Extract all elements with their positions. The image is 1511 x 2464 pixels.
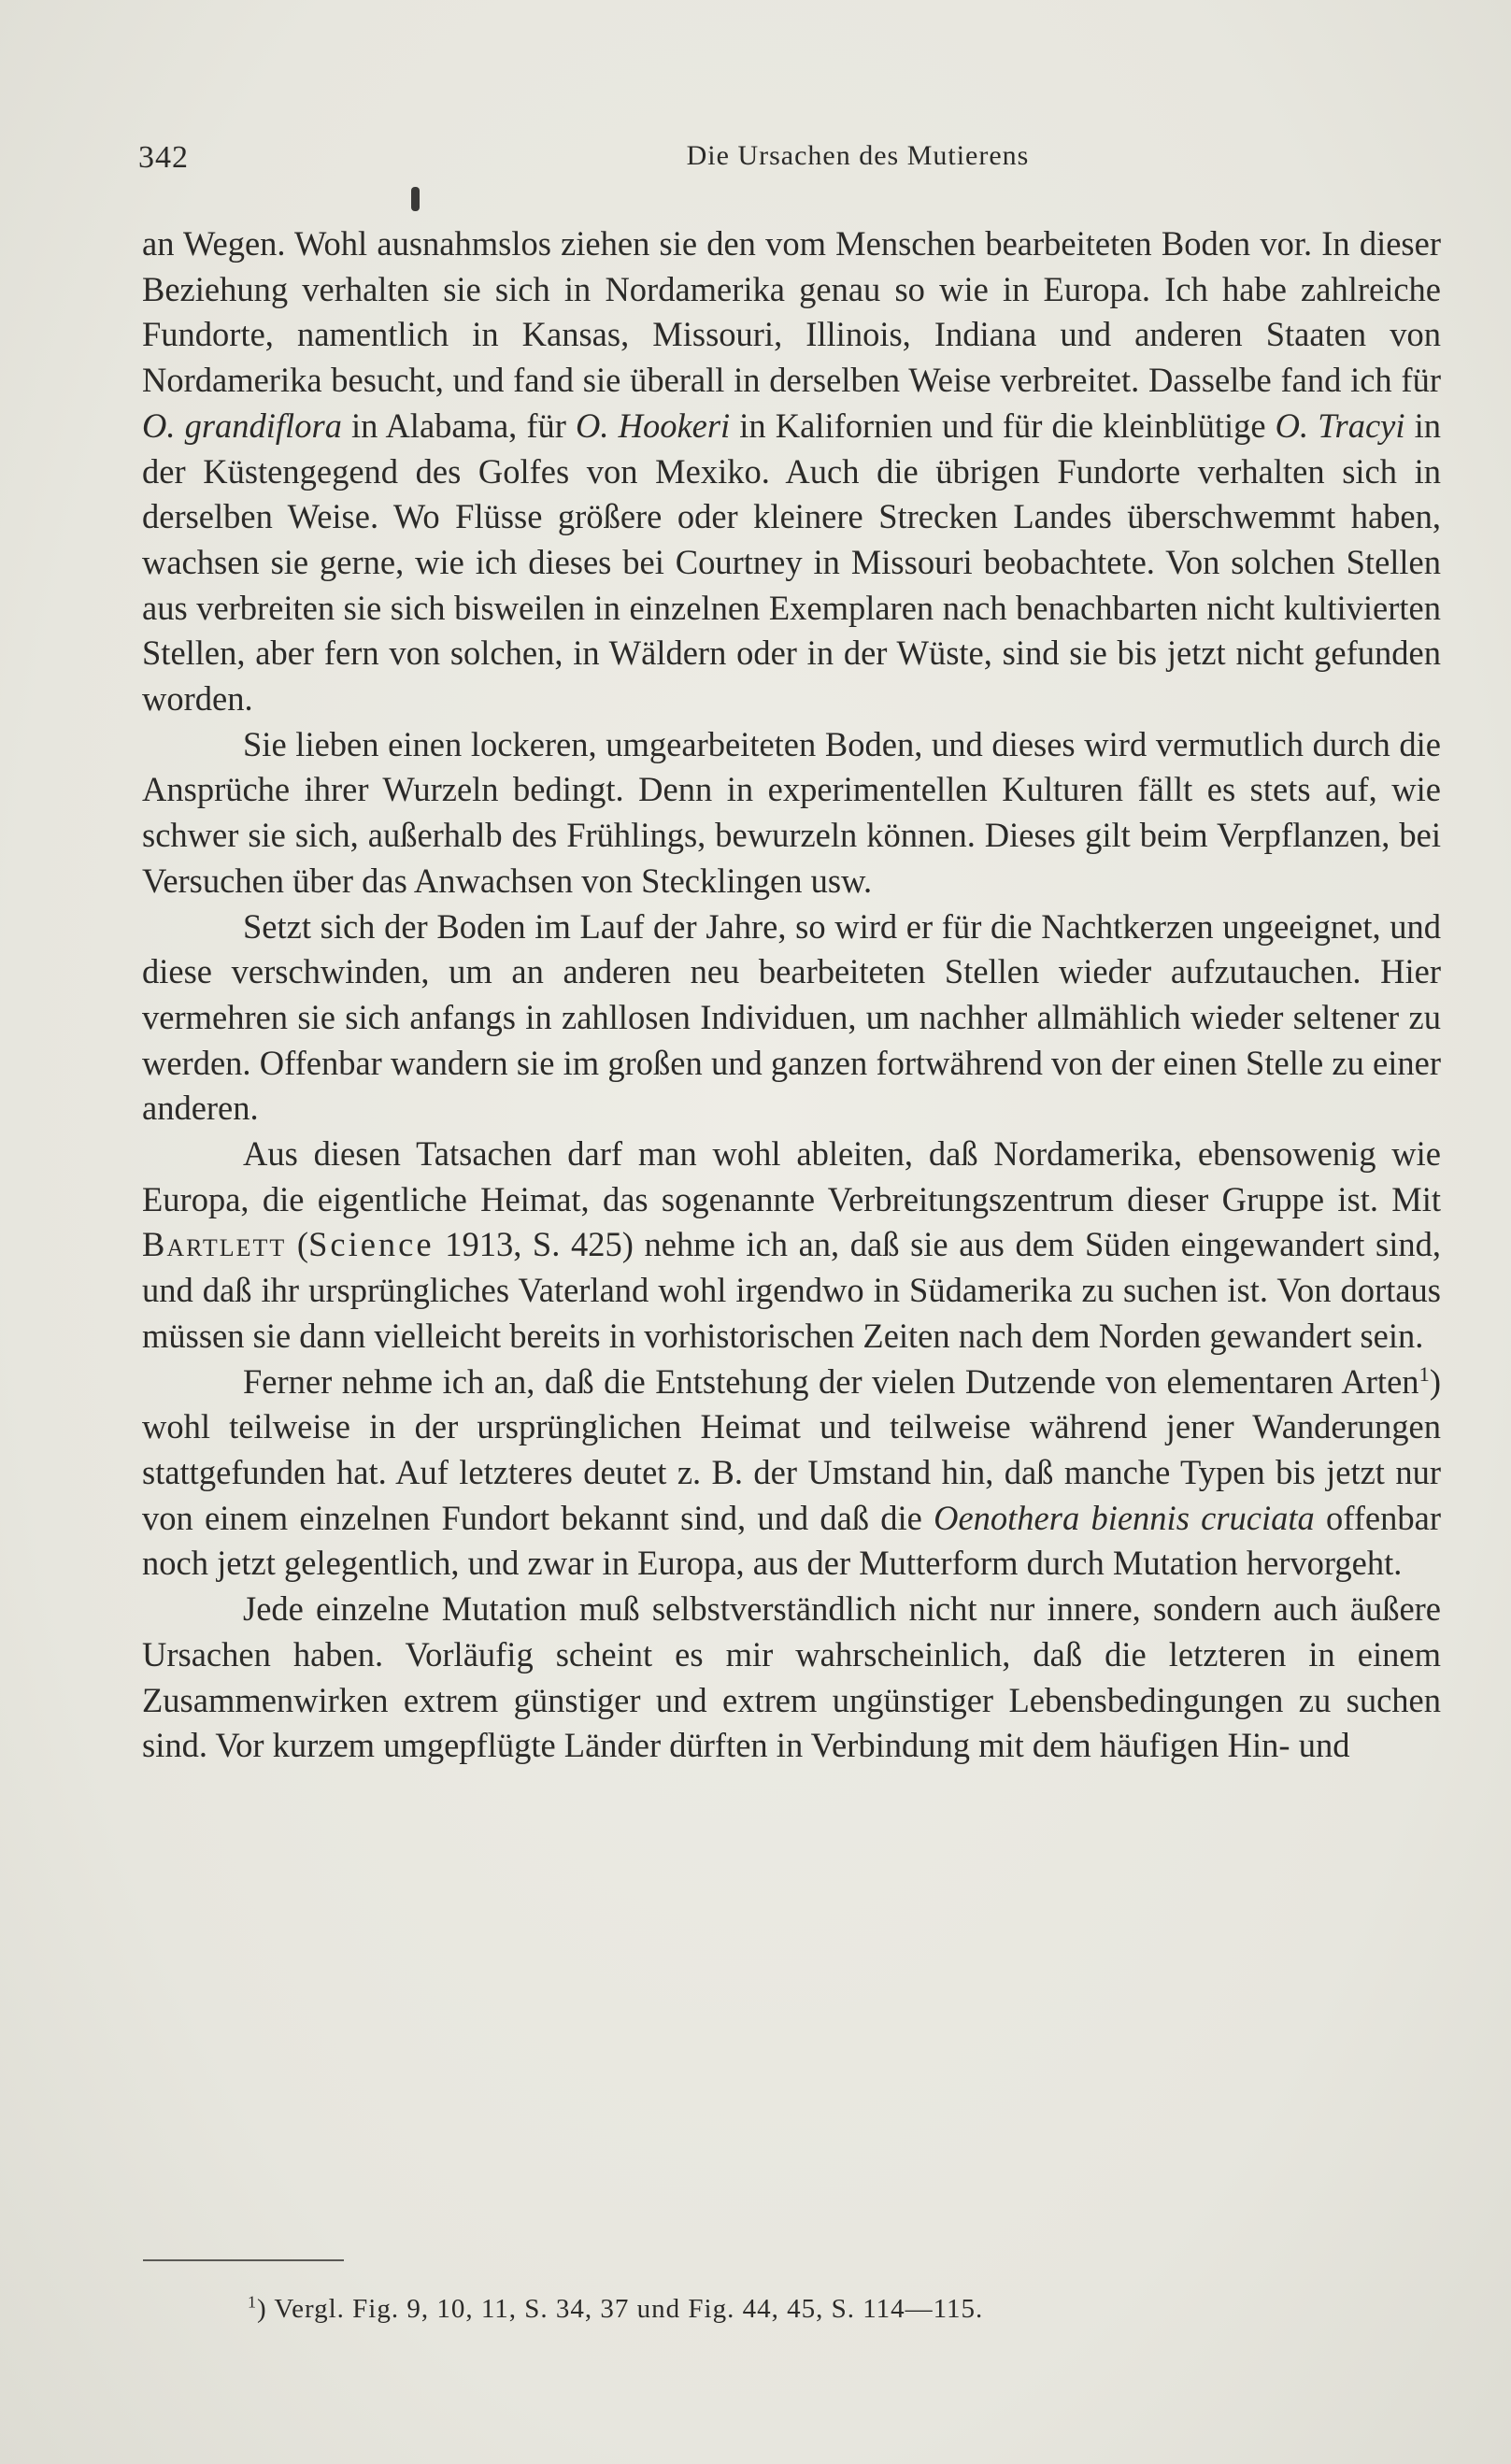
paragraph-3: Setzt sich der Boden im Lauf der Jahre, so wird er für die Nachtkerzen ungeeignet, und diese verschwinden, um an anderen neu bearbeiteten Stellen wieder aufzutauchen. Hier vermehren sie sich anfangs in zahllosen Individuen, um nachher allmählich wieder seltener zu werden. Offenbar wandern sie im großen und ganzen fortwährend von der einen Stelle zu einer anderen. (142, 906, 1441, 1128)
journal-name: Science (308, 1225, 435, 1264)
text-run: 1913, S. 425) nehme ich an, daß sie aus dem Süden eingewandert sind, und daß ihr ursprüngliches Vaterland wohl irgendwo in Südamerika zu suchen ist. Von dortaus müssen sie dann vielleicht bereits in vorhistorischen Zeiten nach dem Norden gewandert sein. (142, 1225, 1441, 1355)
footnote (248, 2294, 1369, 2325)
paragraph-6: Jede einzelne Mutation muß selbstverständlich nicht nur innere, sondern auch äußere Ursachen haben. Vorläufig scheint es mir wahrscheinlich, daß die letzteren in einem Zusammenwirken extrem günstiger und extrem ungünstiger Lebensbedingungen zu suchen sind. Vor kurzem umgepflügte Länder dürften in Verbindung mit dem häufigen Hin- und (142, 1589, 1441, 1765)
running-head: Die Ursachen des Mutierens (686, 140, 1030, 171)
species-name: O. Tracyi (1275, 406, 1405, 445)
paragraph-2: Sie lieben einen lockeren, umgearbeiteten Boden, und dieses wird vermutlich durch die Ansprüche ihrer Wurzeln bedingt. Denn in experimentellen Kulturen fällt es stets auf, wie schwer sie sich, außerhalb des Frühlings, bewurzeln können. Dieses gilt beim Verpflanzen, bei Versuchen über das Anwachsen von Stecklingen usw. (142, 724, 1441, 900)
paragraph-4 (142, 1132, 1441, 1360)
text-run: in der Küstengegend des Golfes von Mexiko. Auch die übrigen Fundorte verhalten sich in derselben Weise. Wo Flüsse größere oder kleinere Strecken Landes überschwemmt haben, wachsen sie gerne, wie ich dieses bei Courtney in Missouri beobachtete. Von solchen Stellen aus verbreiten sie sich bisweilen in einzelnen Exemplaren nach benachbarten nicht kultivierten Stellen, aber fern von solchen, in Wäldern oder in der Wüste, sind sie bis jetzt nicht gefunden worden. (142, 406, 1441, 719)
species-name: O. Hookeri (576, 406, 731, 445)
paragraph-5 (142, 1360, 1441, 1588)
author-name: Bartlett (142, 1225, 287, 1264)
text-run: Aus diesen Tatsachen darf man wohl ableiten, daß Nordamerika, ebensowenig wie Europa, die eigentliche Heimat, das sogenannte Verbreitungszentrum dieser Gruppe ist. Mit (142, 1134, 1441, 1218)
footnote-marker: 1 (1418, 1361, 1430, 1386)
footnote-text: ) Vergl. Fig. 9, 10, 11, S. 34, 37 und Fig. 44, 45, S. 114—115. (256, 2294, 984, 2324)
page-header (138, 140, 1447, 187)
species-name: O. grandiflora (142, 406, 342, 445)
species-name: Oenothera biennis cruciata (934, 1498, 1315, 1537)
text-run: ( (286, 1225, 309, 1264)
paragraph-1 (142, 221, 1441, 722)
text-run: offenbar noch jetzt gelegentlich, und zwar in Europa, aus der Mutterform durch Mutation hervorgeht. (142, 1498, 1441, 1583)
body-text (142, 221, 1441, 1769)
footnote-rule (143, 2259, 344, 2261)
ink-speck (411, 187, 420, 211)
text-run: in Kalifornien und für die kleinblütige (730, 406, 1276, 445)
text-run: in Alabama, für (341, 406, 577, 445)
text-run: Ferner nehme ich an, daß die Entstehung der vielen Dutzende von elementaren Arten (243, 1361, 1419, 1401)
text-run: ) wohl teilweise in der ursprünglichen Heimat und teilweise während jener Wanderungen stattgefunden hat. Auf letzteres deutet z. B. der Umstand hin, daß manche Typen bis jetzt nur von einem einzelnen Fundort bekannt sind, und daß die (142, 1361, 1441, 1537)
footnote-marker: 1 (248, 2292, 257, 2312)
text-run: an Wegen. Wohl ausnahmslos ziehen sie den vom Menschen bearbeiteten Boden vor. In dieser Beziehung verhalten sie sich in Nordamerika genau so wie in Europa. Ich habe zahlreiche Fundorte, namentlich in Kansas, Missouri, Illinois, Indiana und anderen Staaten von Nordamerika besucht, und fand sie überall in derselben Weise verbreitet. Dasselbe fand ich für (142, 224, 1441, 400)
page-number: 342 (138, 140, 189, 175)
